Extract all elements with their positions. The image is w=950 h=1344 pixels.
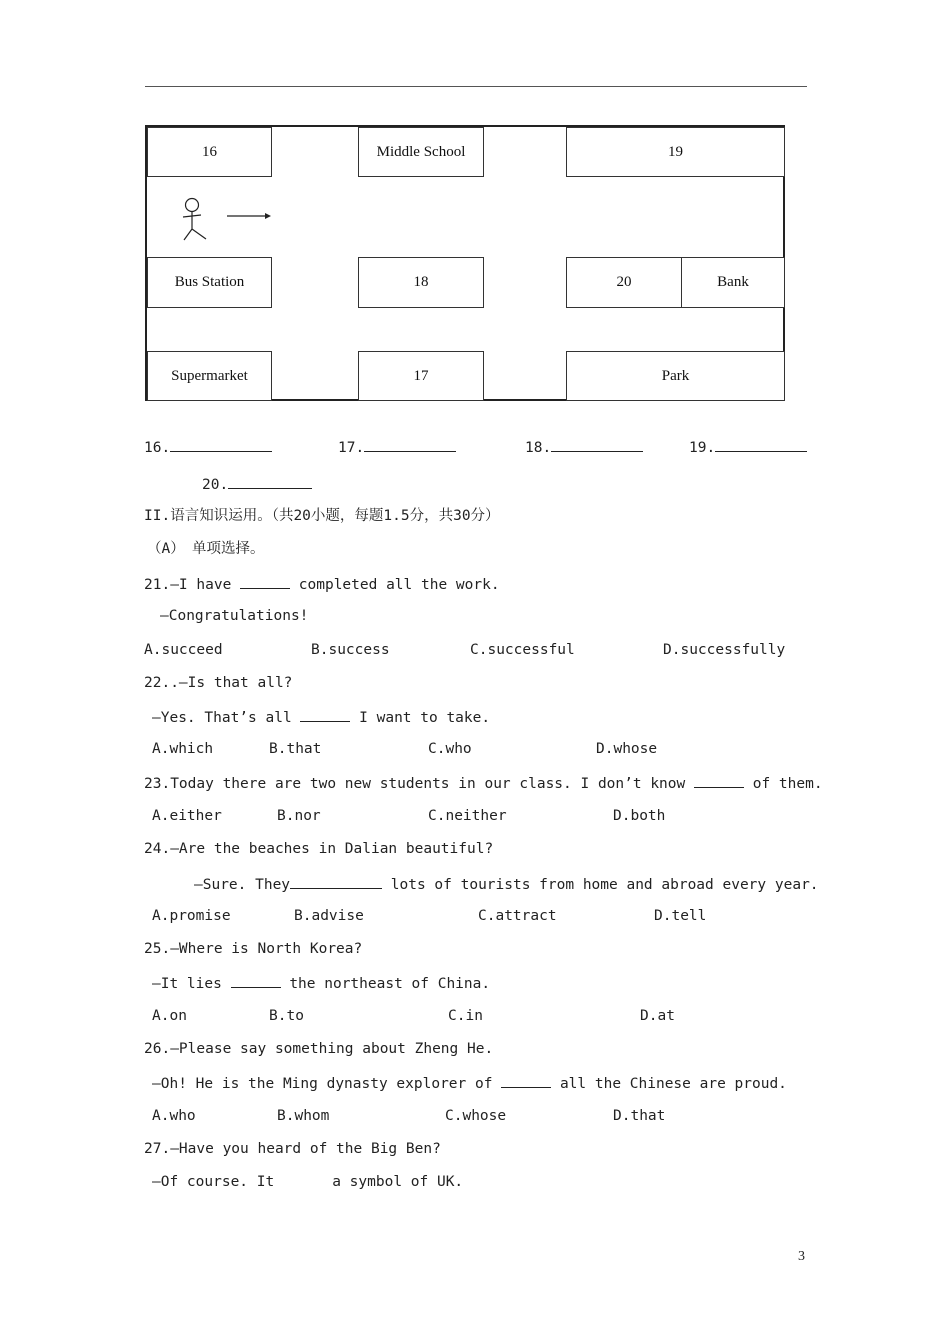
question-22-stem: 22..—Is that all? — [144, 675, 293, 691]
question-23-option-d[interactable]: D.both — [613, 808, 666, 824]
question-26-reply: —Oh! He is the Ming dynasty explorer of all the Chinese are proud. — [152, 1073, 787, 1093]
question-22-option-a[interactable]: A.which — [152, 741, 214, 757]
answer-20-blank[interactable] — [228, 474, 312, 489]
question-23-stem: 23.Today there are two new students in our class. I don’t know of them. — [144, 773, 823, 793]
question-24-reply: —Sure. They lots of tourists from home and abroad every year. — [194, 874, 819, 894]
question-21-option-a[interactable]: A.succeed — [144, 642, 223, 658]
map-cell-19: 19 — [566, 127, 785, 177]
question-26-option-a[interactable]: A.who — [152, 1108, 196, 1124]
question-22-option-b[interactable]: B.that — [269, 741, 322, 757]
question-26-option-b[interactable]: B.whom — [277, 1108, 330, 1124]
question-26-blank[interactable] — [501, 1073, 551, 1088]
map-cell-middle-school: Middle School — [358, 127, 484, 177]
question-23-option-a[interactable]: A.either — [152, 808, 222, 824]
answer-17: 17. — [338, 437, 456, 457]
street-map — [145, 125, 785, 401]
person-walking-icon — [175, 195, 215, 243]
question-22-option-d[interactable]: D.whose — [596, 741, 658, 757]
answer-18: 18. — [525, 437, 643, 457]
question-21-option-c[interactable]: C.successful — [470, 642, 575, 658]
question-21-option-d[interactable]: D.successfully — [663, 642, 786, 658]
question-25-reply: —It lies the northeast of China. — [152, 973, 490, 993]
map-cell-bank: Bank — [681, 257, 785, 308]
page-number: 3 — [798, 1249, 805, 1264]
map-cell-20: 20 — [566, 257, 682, 308]
question-24-option-a[interactable]: A.promise — [152, 908, 231, 924]
question-23-option-c[interactable]: C.neither — [428, 808, 507, 824]
question-21-reply: —Congratulations! — [160, 608, 309, 624]
question-24-option-b[interactable]: B.advise — [294, 908, 364, 924]
map-cell-16: 16 — [147, 127, 272, 177]
map-cell-18: 18 — [358, 257, 484, 308]
question-22-blank[interactable] — [300, 707, 350, 722]
map-cell-bus-station: Bus Station — [147, 257, 272, 308]
answer-17-blank[interactable] — [364, 437, 456, 452]
answer-18-blank[interactable] — [551, 437, 643, 452]
question-26-stem: 26.—Please say something about Zheng He. — [144, 1041, 494, 1057]
question-24-option-d[interactable]: D.tell — [654, 908, 707, 924]
question-24-option-c[interactable]: C.attract — [478, 908, 557, 924]
header-rule — [145, 86, 807, 87]
question-25-option-c[interactable]: C.in — [448, 1008, 483, 1024]
question-21-blank[interactable] — [240, 574, 290, 589]
section-subheading: （A） 单项选择。 — [147, 541, 265, 557]
question-25-option-d[interactable]: D.at — [640, 1008, 675, 1024]
answer-20: 20. — [202, 474, 312, 494]
question-26-option-d[interactable]: D.that — [613, 1108, 666, 1124]
answer-16: 16. — [144, 437, 272, 457]
answer-19: 19. — [689, 437, 807, 457]
question-27-stem: 27.—Have you heard of the Big Ben? — [144, 1141, 441, 1157]
question-21-stem: 21.—I have completed all the work. — [144, 574, 500, 594]
question-22-reply: —Yes. That’s all I want to take. — [152, 707, 490, 727]
question-25-option-b[interactable]: B.to — [269, 1008, 304, 1024]
map-cell-supermarket: Supermarket — [147, 351, 272, 401]
question-24-stem: 24.—Are the beaches in Dalian beautiful? — [144, 841, 494, 857]
answer-19-blank[interactable] — [715, 437, 807, 452]
section-heading: II.语言知识运用。（共20小题，每题1.5分，共30分） — [144, 508, 500, 524]
map-cell-17: 17 — [358, 351, 484, 401]
answer-16-blank[interactable] — [170, 437, 272, 452]
question-24-blank[interactable] — [290, 874, 382, 889]
direction-arrow-icon — [227, 211, 273, 221]
question-27-reply: —Of course. It a symbol of UK. — [152, 1174, 464, 1190]
question-25-option-a[interactable]: A.on — [152, 1008, 187, 1024]
question-23-option-b[interactable]: B.nor — [277, 808, 321, 824]
question-21-option-b[interactable]: B.success — [311, 642, 390, 658]
question-25-blank[interactable] — [231, 973, 281, 988]
question-23-blank[interactable] — [694, 773, 744, 788]
question-25-stem: 25.—Where is North Korea? — [144, 941, 363, 957]
question-26-option-c[interactable]: C.whose — [445, 1108, 507, 1124]
question-22-option-c[interactable]: C.who — [428, 741, 472, 757]
map-cell-park: Park — [566, 351, 785, 401]
